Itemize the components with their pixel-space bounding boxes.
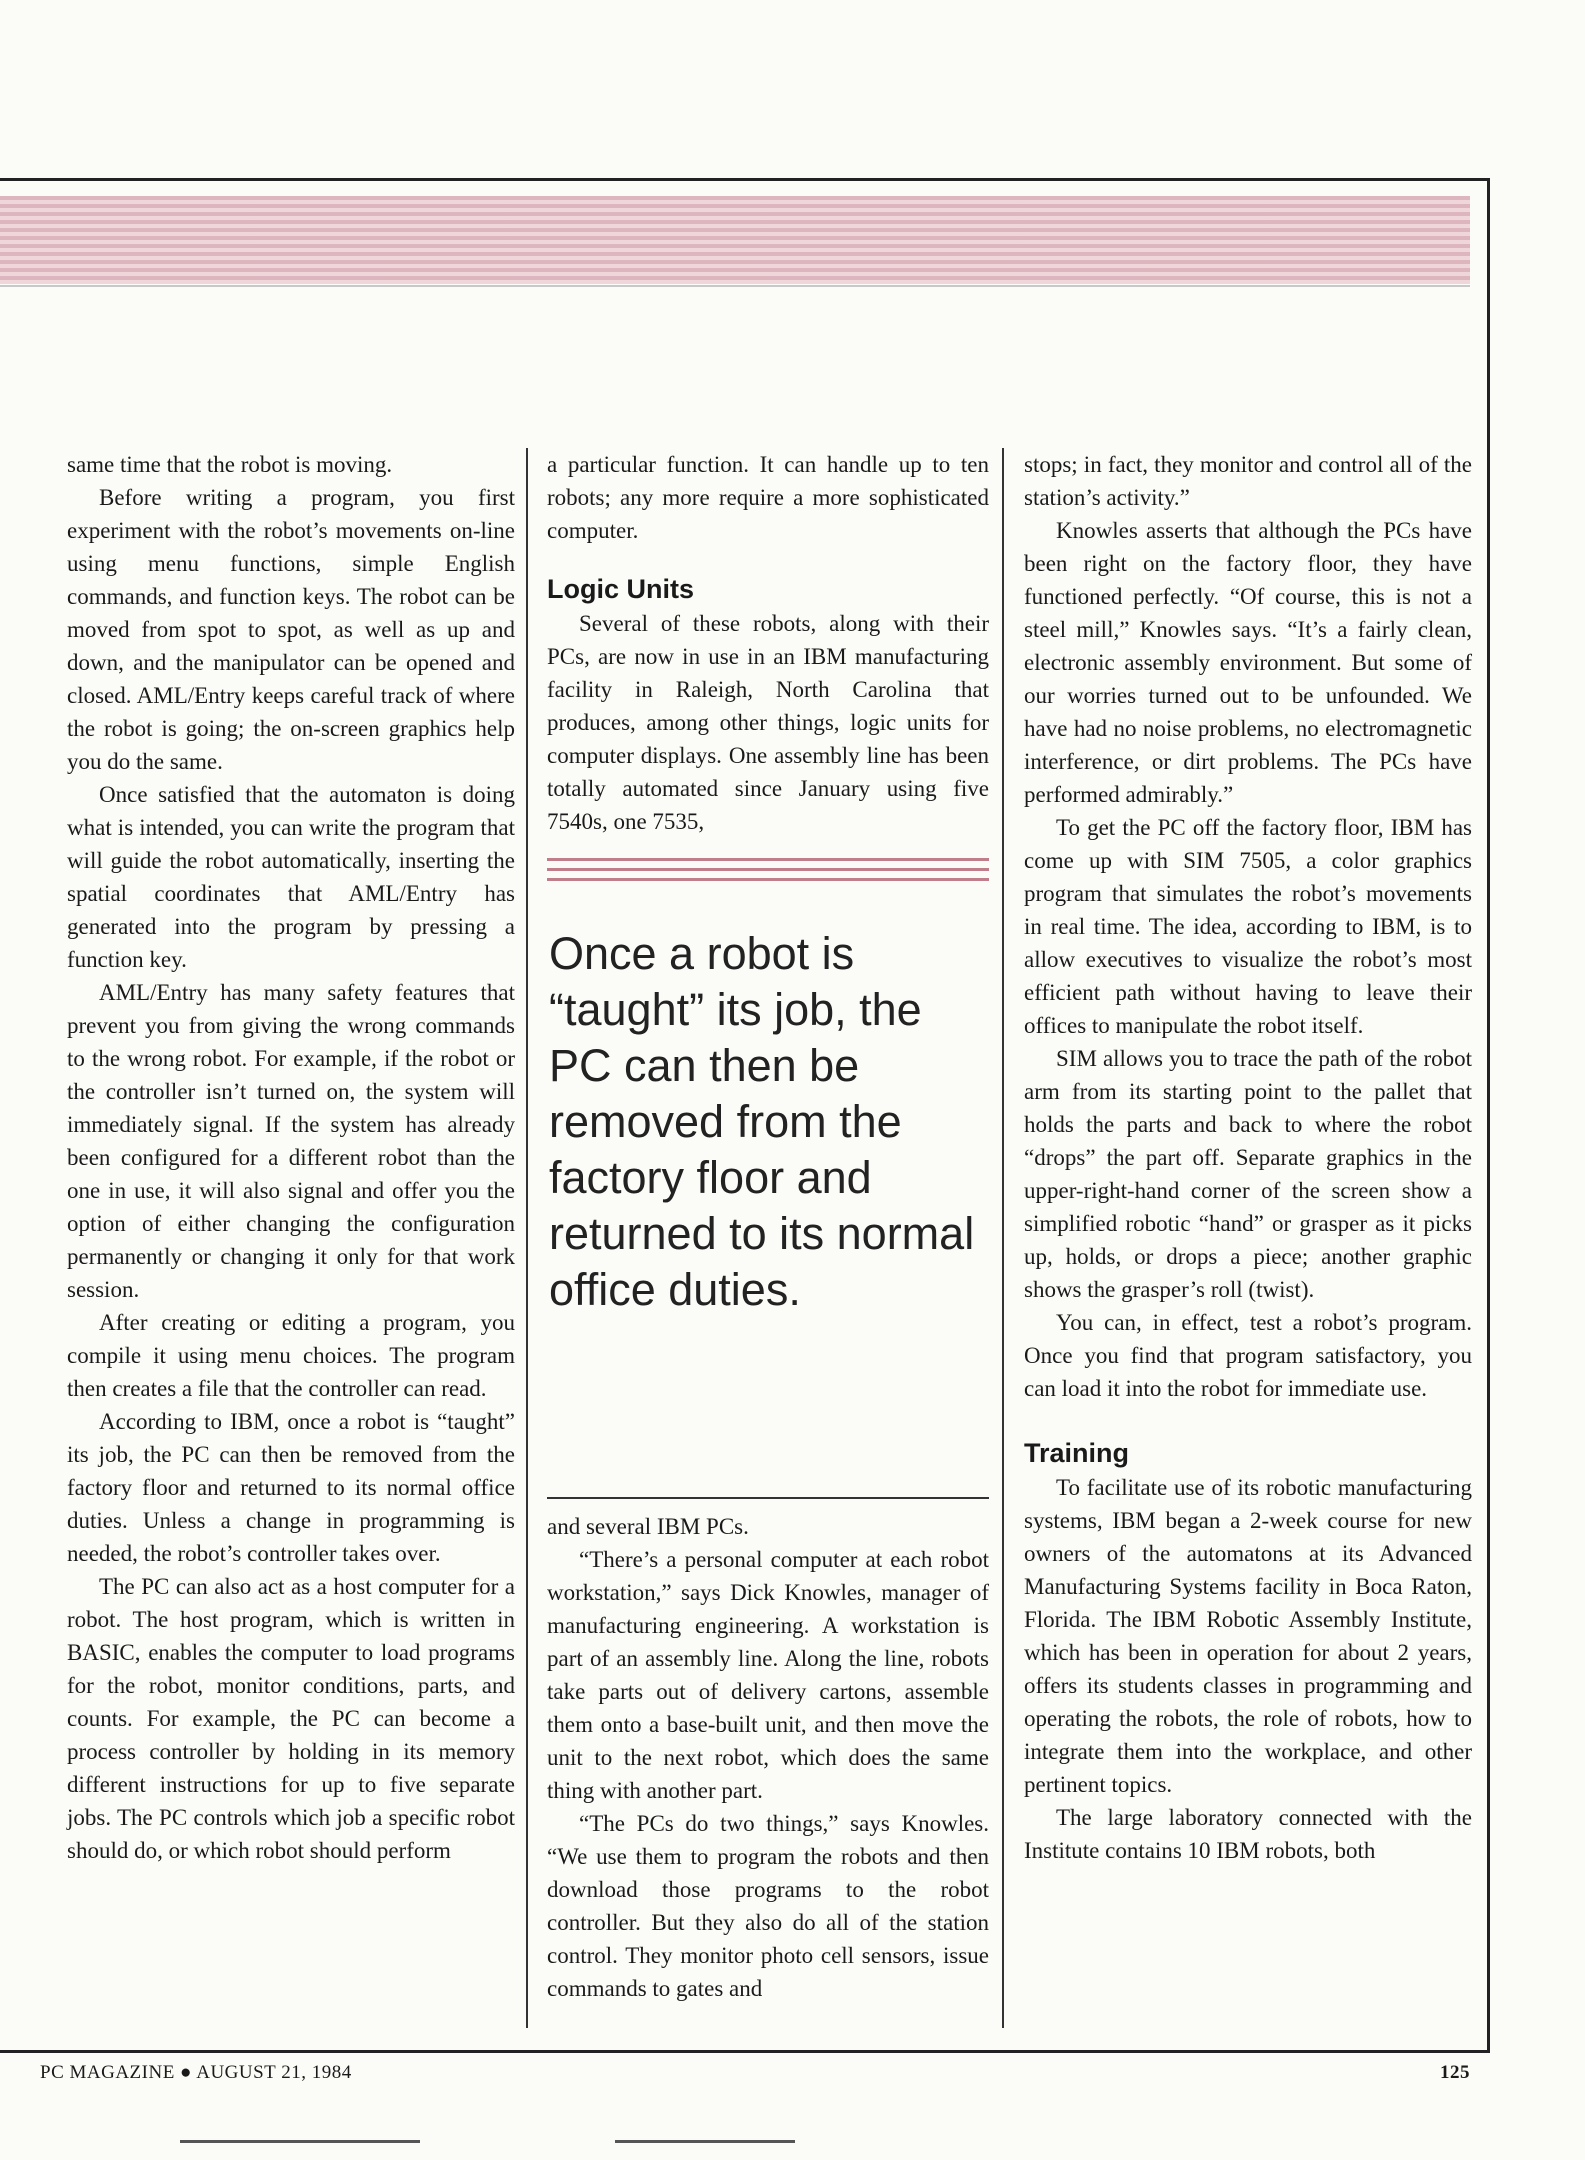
pull-quote: Once a robot is “taught” its job, the PC can then be removed from the factory floor and returned to its normal office duties. — [549, 928, 975, 1315]
paragraph: The PC can also act as a host computer for a robot. The host program, which is written in BASIC, enables the computer to load programs for the robot, monitor conditions, parts, and counts. For example, the PC can become a process controller by holding in its memory different instructions for up to five separate jobs. The PC controls which job a specific robot should do, or which robot should perform — [67, 1574, 515, 1863]
scan-artifact — [180, 2140, 420, 2143]
section-heading-logic-units: Logic Units — [547, 574, 694, 604]
paragraph: and several IBM PCs. — [547, 1514, 749, 1539]
paragraph: AML/Entry has many safety features that prevent you from giving the wrong commands to the wrong robot. For example, if the robot or the controller isn’t turned on, the system will immediately signal. If the system has already been configured for a different robot than the one in use, it will also signal and offer you the option of either changing the configuration permanently or changing it only for that work session. — [67, 980, 515, 1302]
page-footer — [40, 2058, 1470, 2088]
paragraph: “There’s a personal computer at each robot workstation,” says Dick Knowles, manager of manufacturing engineering. A workstation is part of an assembly line. Along the line, robots take parts out of delivery cartons, assemble them onto a base-built unit, and then move the unit to the next robot, which does the same thing with another part. — [547, 1547, 989, 1803]
paragraph: Knowles asserts that although the PCs have been right on the factory floor, they have functioned perfectly. “Of course, this is not a steel mill,” Knowles says. “It’s a fairly clean, electronic assembly environment. But some of our worries turned out to be unfounded. We have had no noise problems, no electromagnetic interference, or dirt problems. The PCs have performed admirably.” — [1024, 518, 1472, 807]
paragraph: stops; in fact, they monitor and control all of the station’s activity.” — [1024, 452, 1472, 510]
paragraph: You can, in effect, test a robot’s program. Once you find that program satisfactory, you can load it into the robot for immediate use. — [1024, 1310, 1472, 1401]
paragraph: Several of these robots, along with their PCs, are now in use in an IBM manufacturing facility in Raleigh, North Carolina that produces, among other things, logic units for computer displays. One assembly line has been totally automated since January using five 7540s, one 7535, — [547, 611, 989, 834]
paragraph: a particular function. It can handle up to ten robots; any more require a more sophisticated computer. — [547, 452, 989, 543]
decorative-band — [0, 196, 1470, 284]
paragraph: Before writing a program, you first experiment with the robot’s movements on-line using menu functions, simple English commands, and function keys. The robot can be moved from spot to spot, as well as up and down, and the manipulator can be opened and closed. AML/Entry keeps careful track of where the robot is going; the on-screen graphics help you do the same. — [67, 485, 515, 774]
pullquote-rules — [547, 858, 989, 908]
column-1 — [67, 448, 515, 2038]
frame-right-rule — [1487, 178, 1490, 2053]
paragraph: same time that the robot is moving. — [67, 452, 393, 477]
scan-artifact — [615, 2140, 795, 2143]
band-underline — [0, 285, 1470, 287]
frame-bottom-rule — [0, 2050, 1490, 2053]
paragraph: To facilitate use of its robotic manufacturing systems, IBM began a 2-week course for new owners of the automatons at its Advanced Manufacturing Systems facility in Boca Raton, Florida. The IBM Robotic Assembly Institute, which has been in operation for about 2 years, offers its students classes in programming and operating the robots, the role of robots, how to integrate them into the workplace, and other pertinent topics. — [1024, 1475, 1472, 1797]
column-divider-1 — [526, 448, 528, 2028]
column-2-bottom — [547, 1510, 989, 2005]
pullquote-bottom-rule — [547, 1497, 989, 1499]
column-divider-2 — [1002, 448, 1004, 2028]
publication-line: PC MAGAZINE ● AUGUST 21, 1984 — [40, 2062, 352, 2083]
paragraph: “The PCs do two things,” says Knowles. “We use them to program the robots and then download those programs to the robot controller. But they also do all of the station control. They monitor photo cell sensors, issue commands to gates and — [547, 1811, 989, 2001]
paragraph: According to IBM, once a robot is “taught” its job, the PC can then be removed from the factory floor and returned to its normal office duties. Unless a change in programming is needed, the robot’s controller takes over. — [67, 1409, 515, 1566]
frame-top-rule — [0, 178, 1490, 181]
paragraph: After creating or editing a program, you compile it using menu choices. The program then creates a file that the controller can read. — [67, 1310, 515, 1401]
paragraph: SIM allows you to trace the path of the robot arm from its starting point to the pallet that holds the parts and back to where the robot “drops” the part off. Separate graphics in the upper-right-hand corner of the screen show a simplified robotic “hand” or grasper as it picks up, holds, or drops a piece; another graphic shows the grasper’s roll (twist). — [1024, 1046, 1472, 1302]
column-3 — [1024, 448, 1472, 1867]
page-number: 125 — [1440, 2062, 1470, 2083]
column-2-top — [547, 448, 989, 838]
paragraph: Once satisfied that the automaton is doing what is intended, you can write the program that will guide the robot automatically, inserting the spatial coordinates that AML/Entry has generated into the program by pressing a function key. — [67, 782, 515, 972]
paragraph: The large laboratory connected with the Institute contains 10 IBM robots, both — [1024, 1805, 1472, 1863]
section-heading-training: Training — [1024, 1438, 1130, 1468]
paragraph: To get the PC off the factory floor, IBM has come up with SIM 7505, a color graphics program that simulates the robot’s movements in real time. The idea, according to IBM, is to allow executives to visualize the robot’s most efficient path without having to leave their offices to manipulate the robot itself. — [1024, 815, 1472, 1038]
